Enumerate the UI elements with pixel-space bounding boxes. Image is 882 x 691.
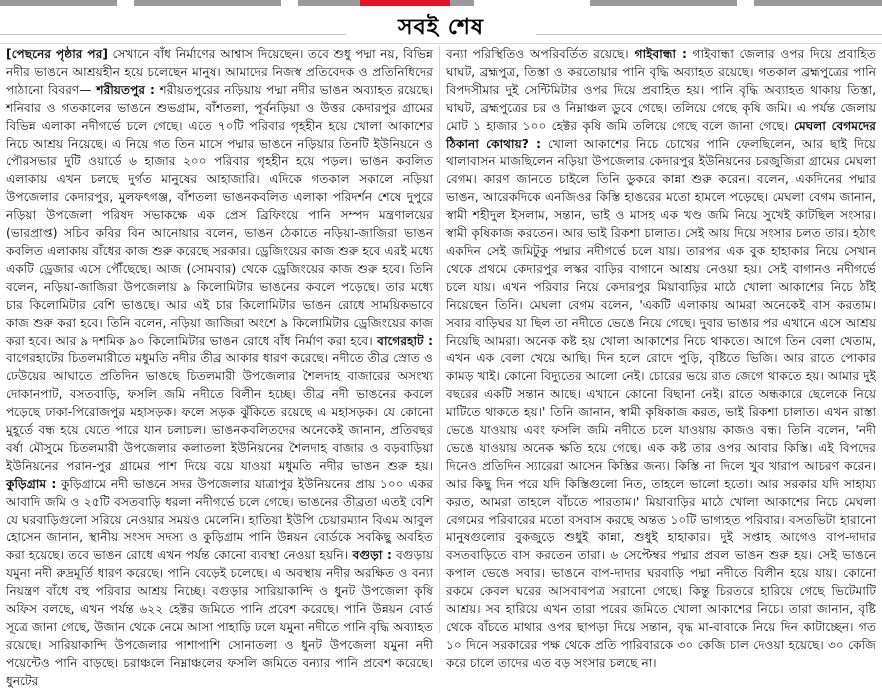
left-column bbox=[6, 46, 434, 688]
paragraph-text: বগুড়ায় যমুনা নদী রুদ্রমূর্তি ধারণ করেছে। পানি বেড়েই চলেছে। এ অবস্থায় নদীর অরক্ষিত ও বন্যা নিয়ন্ত্রণ বাঁধে বহু পরিবার আশ্রয় নিচ্ছে। বগুড়ার সারিয়াকান্দি ও ধুনট উপজেলা কৃষি অফিস বলছে, এখন পর্যন্ত ৬২২ হেক্টর জমিতে পানি প্রবেশ করেছে। পানি উন্নয়ন বোর্ড সূত্রে জানা গেছে, উজান থেকে নেমে আসা পাহাড়ি ঢলে যমুনা নদীতে পানি বৃদ্ধি অব্যাহত রয়েছে। সারিয়াকান্দি উপজেলার পাশাপাশি সোনাতলা ও ধুনট উপজেলা যমুনা নদী পয়েন্টেও পানি বাড়ছে। চরাঞ্চলে নিম্নাঞ্চলের ফসলি জমিতে বন্যার পানি প্রবেশ করেছে। ধুনটের bbox=[6, 548, 434, 688]
paragraph-text: বাগেরহাটের চিতলমারীতে মধুমতি নদীর তীব্র আকার ধারণ করেছে। নদীতে তীব্র স্রোত ও ঢেউয়ের আঘাতে প্রতিদিন ভাঙছে চিতলমারী উপজেলার শৈলদাহ বাজারের অসংখ্য দোকানপাট, বসতবাড়ি, ফসলি জমি নদীতে বিলীন হচ্ছে। তীব্র নদী ভাঙনের কবলে পড়েছে ঢাকা-পিরোজপুর মহাসড়ক। ফলে সড়ক ঝুঁকিতে রয়েছে এ মহাসড়ক। যে কোনো মুহূর্তে বন্ধ হয়ে যেতে পারে যান চলাচল। ভাঙনকবলিতদের অনেকেই জানান, প্রতিবছর বর্ষা মৌসুমে চিতলমারী উপজেলার কলাতলা ইউনিয়নের শৈলদাহ বাজার ও বড়বাড়িয়া ইউনিয়নের পরান-পুর গ্রামের পাশ দিয়ে বয়ে যাওয়া মধুমতি নদীর ভাঙন শুরু হয়। bbox=[6, 351, 433, 473]
header-divider bbox=[0, 43, 882, 44]
right-column bbox=[446, 46, 876, 670]
paragraph-text: শরীয়তপুরের নড়িয়ায় পদ্মা নদীর ভাঙন অব্যাহত রয়েছে। শনিবার ও গতকালের ভাঙনে শুভগ্রাম, বাঁশতলা, পূর্বনড়িয়া ও উত্তর কেদারপুর গ্রামের বিভিন্ন এলাকা নদীগর্ভে চলে গেছে। এতে ৭০টি পরিবার গৃহহীন হয়ে খোলা আকাশের নিচে আশ্রয় নিয়েছে। এ নিয়ে গত তিন মাসে পদ্মার ভাঙনে নড়িয়ার তিনটি ইউনিয়নে ও পৌরসভার দুটি ওয়ার্ডে ৬ হাজার ২০০ পরিবার গৃহহীন হয়ে পড়ল। ভাঙন কবলিত এলাকায় এখন চলছে দুর্গত মানুষের আহাজারি। এদিকে গতকাল সকালে নড়িয়া উপজেলার কেদারপুর, মুলফৎগঞ্জ, বাঁশতলা ভাঙনকবলিত এলাকা পরিদর্শন শেষে দুপুরে নড়িয়া উপজেলা পরিষদ সভাকক্ষে এক প্রেস ব্রিফিংয়ে পানি সম্পদ মন্ত্রণালয়ের (ভারপ্রাপ্ত) সচিব কবির বিন আনোয়ার বলেন, ভাঙন ঠেকাতে নড়িয়া-জাজিরা ভাঙন কবলিত এলাকায় বাঁধের কাজ শুরু করেছে সরকার। ড্রেজিংয়ের কাজ শুরু হবে এরই মধ্যে একটি ড্রেজার এসে পৌঁছেছে। আজ (সোমবার) থেকে ড্রেজিংয়ের কাজ শুরু হবে। তিনি বলেন, নড়িয়া-জাজিরা উপজেলায় ৯ কিলোমিটার ভাঙনের কবলে পড়েছে। তার মধ্যে চার কিলোমিটার বেশি ভাঙছে। আর এই চার কিলোমিটার ভাঙন রোধে সাময়িকভাবে কাজ শুরু করা হবে। তিনি বলেন, নড়িয়া জাজিরা অংশে ৯ কিলোমিটার ড্রেজিংয়ের কাজ করা হবে। আর ৯ দশমিক ৯০ কিলোমিটার ভাঙন রোধে বাঁধ নির্মাণ করা হবে। bbox=[6, 82, 433, 348]
paragraph-shariatpur bbox=[6, 46, 433, 691]
place-heading-bagerhat: বাগেরহাট : bbox=[372, 333, 434, 348]
place-heading-kurigram: কুড়িগ্রাম : bbox=[6, 476, 57, 491]
column-divider bbox=[439, 46, 440, 633]
continuation-label: [পেছনের পৃষ্ঠার পর] bbox=[6, 47, 108, 61]
paragraph-text: গাইবান্ধা জেলার ওপর দিয়ে প্রবাহিত ঘাঘট, ব্রহ্মপুত্র, তিস্তা ও করতোয়ার পানি বৃদ্ধি অব্যাহত রয়েছে। গতকাল ব্রহ্মপুত্রের পানি বিপদসীমার দুই সেন্টিমিটার ওপর দিয়ে প্রবাহিত হয়। পানি বৃদ্ধি অব্যাহত থাকায় তিস্তা, ঘাঘট, ব্রহ্মপুত্রের চর ও নিম্নাঞ্চল ডুবে গেছে। তলিয়ে গেছে কৃষি জমি। এ পর্যন্ত জেলায় মোট ১ হাজার ১০০ হেক্টর কৃষি জমি তলিয়ে গেছে বলে জানা গেছে। bbox=[446, 47, 876, 133]
article-header bbox=[0, 6, 882, 44]
place-heading-gaibandha: গাইবান্ধা : bbox=[628, 47, 687, 61]
paragraph-text: খোলা আকাশের নিচে চোখের পানি ফেলছিলেন, আর ছাই দিয়ে থালাবাসন মাজছিলেন নড়িয়া উপজেলার কেদারপুর ইউনিয়নের চরজুজিরা গ্রামের মেঘলা বেগম। কারণ জানতে চাইলে তিনি ডুকরে কান্না শুরু করেন। বলেন, একদিনের পদ্মার ভাঙন, আরেকদিকে এনজিওর কিস্তি হাঙরের মতো হামলে পড়েছে। মেঘলা বেগম জানান, স্বামী শহীদুল ইসলাম, সন্তান, ভাই ও মাসহ এক খণ্ড জমি নিয়ে সুখেই কাটছিল সংসার। স্বামী কৃষিকাজ করতেন। আর ভাই রিকশা চালাত। সেই আয় দিয়ে সংসার চলত তার। হঠাৎ একদিন সেই জমিটুকু পদ্মার নদীগর্ভে চলে যায়। তারপর এক বুক হাহাকার নিয়ে সেখান থেকে প্রথমে কেদারপুর লস্কর বাড়ির বাগানে আশ্রয় নেওয়া হয়। সেই বাগানও নদীগর্ভে চলে যায়। এখন পরিবার নিয়ে কেদারপুর মিয়াবাড়ির মাঠে খোলা আকাশের নিচে ঠাঁই নিয়েছেন তিনি। মেঘলা বেগম বলেন, 'একটি এলাকায় আমরা অনেকেই বাস করতাম। সবার বাড়িঘর যা ছিল তা নদীতে ভেঙে নিয়ে গেছে। দুবার ভাঙার পর এখানে এসে আশ্রয় নিয়েছি আমরা। অনেক কষ্ট হয় খোলা আকাশের নিচে থাকতে। আগে তিন বেলা খেতাম, এখন এক বেলা খেয়ে আছি। দিন হলে রোদে পুড়ি, বৃষ্টিতে ভিজি। আর রাতে পোকার কামড় খাই। কোনো বিদ্যুতের আলো নেই। চোরের ভয়ে রাত জেগে থাকতে হয়। আমার দুই বছরের একটি সন্তান আছে। এখানে কোনো বিছানা নেই। রাতে অন্ধকারে ছেলেকে নিয়ে মাটিতে থাকতে হয়।' তিনি জানান, স্বামী কৃষিকাজ করত, ভাই রিকশা চালাত। এখন রাস্তা ভেঙে যাওয়ায় এবং ফসলি জমি নদীতে চলে যাওয়ায় কাজও বন্ধ। তিনি বলেন, 'নদী ভেঙে যাওয়ায় অনেক ক্ষতি হয়ে গেছে। এক কষ্ট তার ওপর আবার কিস্তি। এই বিপদের দিনেও প্রতিদিন স্যারেরা আসেন কিস্তির জন্য। কিস্তি না দিলে খুব খারাপ আচরণ করেন। আর কিছু দিন পরে যদি কিস্তিগুলো নিত, তাহলে ভালো হতো। আর সরকার যদি সাহায্য করত, আমরা তাহলে বাঁচতে পারতাম।' মিয়াবাড়ির মাঠে খোলা আকাশের নিচে মেঘলা বেগমের পরিবারের মতো বসবাস করছে অন্তত ১০টি ভাগ্যহত পরিবার। বসতভিটা হারানো মানুষগুলোর বুকজুড়ে শুধুই কান্না, শুধুই হাহাকার। দুই সপ্তাহ আগেও বাপ-দাদার বসতবাড়িতে বাস করতেন তারা। ৬ সেপ্টেম্বর পদ্মার প্রবল ভাঙন শুরু হয়। সেই ভাঙনে কপাল ভেঙে সবার। ভাঙনে বাপ-দাদার ঘরবাড়ি পদ্মা নদীতে বিলীন হয়ে যায়। কোনো রকমে কেবল ঘরের আসবাবপত্র সরানো গেছে। কিন্তু চিরতরে হারিয়ে গেছে ভিটেমাটি আশ্রয়। সব হারিয়ে এখন তারা পরের জমিতে খোলা আকাশের নিচে। তারা জানান, বৃষ্টি থেকে বাঁচতে মাথার ওপর ছাপড়া দিয়ে সন্তান, বৃদ্ধ মা-বাবাকে নিয়ে দিন কাটাচ্ছেন। গত ১০ দিনে সরকারের পক্ষ থেকে প্রতি পারিবারকে ৩০ কেজি চাল দেওয়া হয়েছে। ৩০ কেজি করে চালে তাদের এত বড় সংসার চলছে না। bbox=[446, 136, 876, 670]
article-headline: সবই শেষ bbox=[398, 15, 484, 40]
subheading-meghla-begum: মেঘলা বেগমদের ঠিকানা কোথায়? : bbox=[446, 118, 876, 151]
paragraph-text: বন্যা পরিস্থিতিও অপরিবর্তিত রয়েছে। bbox=[446, 47, 629, 61]
paragraph-text: সেখানে বাঁধ নির্মাণের আশ্বাস দিয়েছেন। তবে শুধু পদ্মা নয়, বিভিন্ন নদীর ভাঙনে আশ্রয়হীন হয়ে চলেছেন মানুষ। আমাদের নিজস্ব প্রতিবেদক ও প্রতিনিধিদের পাঠানো বিবরণ— bbox=[6, 47, 433, 97]
header-rule-right bbox=[536, 34, 882, 35]
paragraph-text: কুড়িগ্রামে নদী ভাঙনে সদর উপজেলার যাত্রাপুর ইউনিয়নের প্রায় ১০০ একর আবাদি জমি ও ২৫টি বসতবাড়ি ধরলা নদীগর্ভে চলে গেছে। ভাঙনের তীব্রতা এতই বেশি যে ঘরবাড়িগুলো সরিয়ে নেওয়ার সময়ও মেলেনি। হাতিয়া ইউপি চেয়ারম্যান বিএম আবুল হোসেন জানান, স্থানীয় সংসদ সদস্য ও কুড়িগ্রাম পানি উন্নয়ন বোর্ডকে সবকিছু অবহিত করা হয়েছে। তবে ভাঙন রোধে এখন পর্যন্ত কোনো ব্যবস্থা নেওয়া হয়নি। bbox=[6, 476, 434, 563]
place-heading-bogura: বগুড়া : bbox=[348, 548, 392, 563]
paragraph-gaibandha bbox=[446, 46, 876, 673]
place-heading-shariatpur: শরীয়তপুর : bbox=[91, 82, 155, 97]
